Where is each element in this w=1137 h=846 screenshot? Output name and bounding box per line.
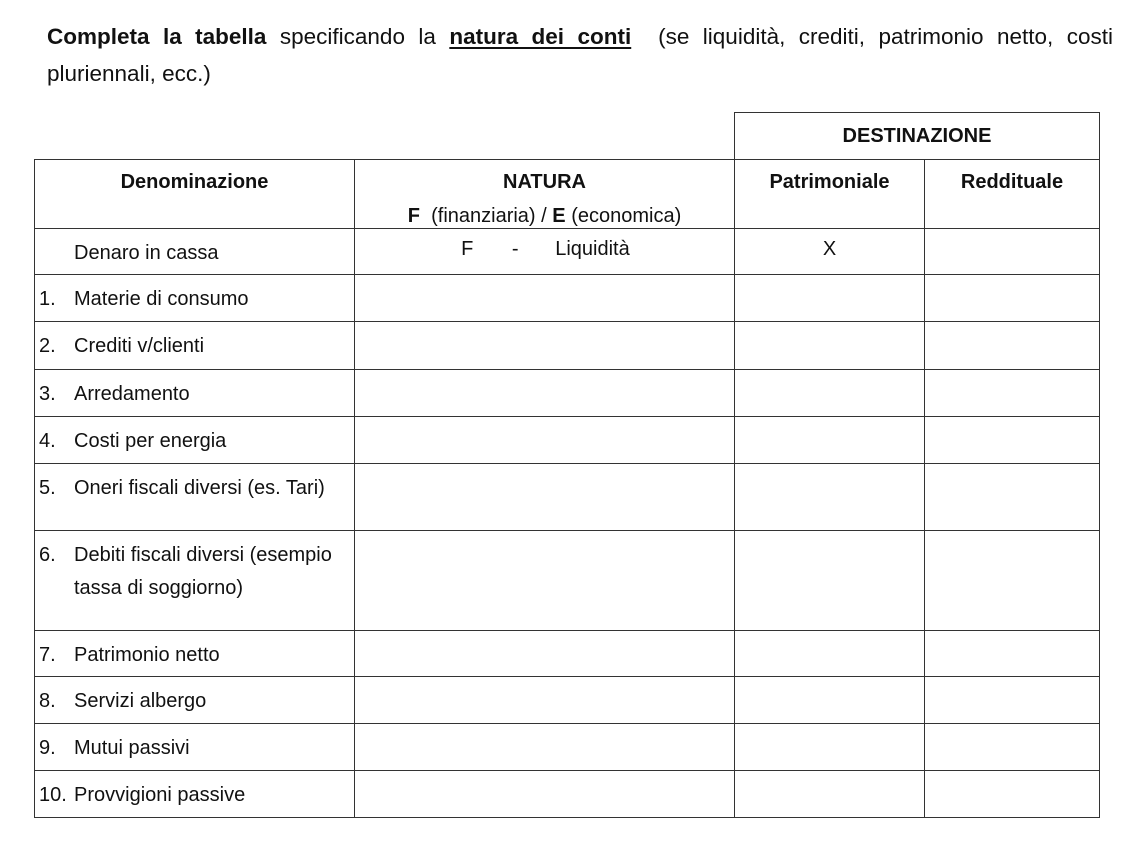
reddituale-input-cell[interactable] [925,275,1100,322]
patrimoniale-input-cell[interactable] [735,464,925,531]
patrimoniale-input-cell[interactable] [735,631,925,677]
row-name: Arredamento [74,383,190,405]
instructions-mid-text: specificando la [279,24,436,49]
instructions-bold-lead: Completa la tabella [47,24,267,49]
row-number: 1. [39,288,56,310]
reddituale-input-cell[interactable] [925,631,1100,677]
header-natura [355,160,735,229]
example-patrimoniale-cell: X [735,229,925,275]
reddituale-input-cell[interactable] [925,724,1100,771]
example-reddituale-cell [925,229,1100,275]
reddituale-input-cell[interactable] [925,370,1100,417]
example-name: Denaro in cassa [74,242,219,264]
table-row [35,275,1100,322]
header-denominazione: Denominazione [35,160,355,229]
table-row [35,771,1100,818]
column-header-row [35,160,1100,229]
header-patrimoniale: Patrimoniale [735,160,925,229]
header-reddituale: Reddituale [925,160,1100,229]
row-name: Mutui passivi [74,737,190,759]
example-name-cell [35,229,355,275]
row-name: Costi per energia [74,430,227,452]
table-row [35,370,1100,417]
accounts-table [34,112,1100,818]
natura-input-cell[interactable] [355,417,735,464]
instructions-tail-text: (se liquidità, crediti, patrimonio netto, costi pluriennali, ecc.) [47,24,1113,86]
reddituale-input-cell[interactable] [925,417,1100,464]
group-header-row [35,113,1100,160]
row-name: Patrimonio netto [74,644,220,666]
natura-input-cell[interactable] [355,531,735,631]
row-name: Materie di consumo [74,288,249,310]
row-name: Oneri fiscali diversi (es. Tari) [74,477,325,499]
row-number: 2. [39,335,56,357]
natura-input-cell[interactable] [355,464,735,531]
reddituale-input-cell[interactable] [925,322,1100,370]
row-number: 7. [39,644,56,666]
reddituale-input-cell[interactable] [925,771,1100,818]
patrimoniale-input-cell[interactable] [735,724,925,771]
reddituale-input-cell[interactable] [925,531,1100,631]
patrimoniale-input-cell[interactable] [735,275,925,322]
patrimoniale-input-cell[interactable] [735,771,925,818]
natura-input-cell[interactable] [355,677,735,724]
instructions-paragraph [47,18,1113,92]
row-number: 9. [39,737,56,759]
table-row [35,677,1100,724]
patrimoniale-input-cell[interactable] [735,677,925,724]
table-row [35,464,1100,531]
patrimoniale-input-cell[interactable] [735,531,925,631]
row-number: 5. [39,477,56,499]
table-row [35,322,1100,370]
table-row [35,631,1100,677]
row-name: Servizi albergo [74,690,207,712]
table-row [35,531,1100,631]
natura-input-cell[interactable] [355,771,735,818]
patrimoniale-input-cell[interactable] [735,370,925,417]
row-number: 4. [39,430,56,452]
instructions-underlined: natura dei conti [449,24,632,49]
row-name: Provvigioni passive [74,784,246,806]
patrimoniale-input-cell[interactable] [735,417,925,464]
natura-input-cell[interactable] [355,275,735,322]
patrimoniale-input-cell[interactable] [735,322,925,370]
natura-input-cell[interactable] [355,322,735,370]
table-row [35,724,1100,771]
header-natura-subtitle: F (finanziaria) / E (economica) [407,205,682,227]
row-name: Debiti fiscali diversi (esempio tassa di soggiorno) [74,544,332,599]
natura-input-cell[interactable] [355,370,735,417]
row-number: 10. [39,784,67,806]
row-number: 8. [39,690,56,712]
example-row [35,229,1100,275]
reddituale-input-cell[interactable] [925,677,1100,724]
reddituale-input-cell[interactable] [925,464,1100,531]
natura-input-cell[interactable] [355,724,735,771]
row-name: Crediti v/clienti [74,335,205,357]
header-natura-title: NATURA [503,171,586,193]
table-row [35,417,1100,464]
row-number: 6. [39,544,56,566]
row-number: 3. [39,383,56,405]
example-natura-cell: F - Liquidità [355,229,735,275]
destinazione-header: DESTINAZIONE [735,113,1100,160]
natura-input-cell[interactable] [355,631,735,677]
